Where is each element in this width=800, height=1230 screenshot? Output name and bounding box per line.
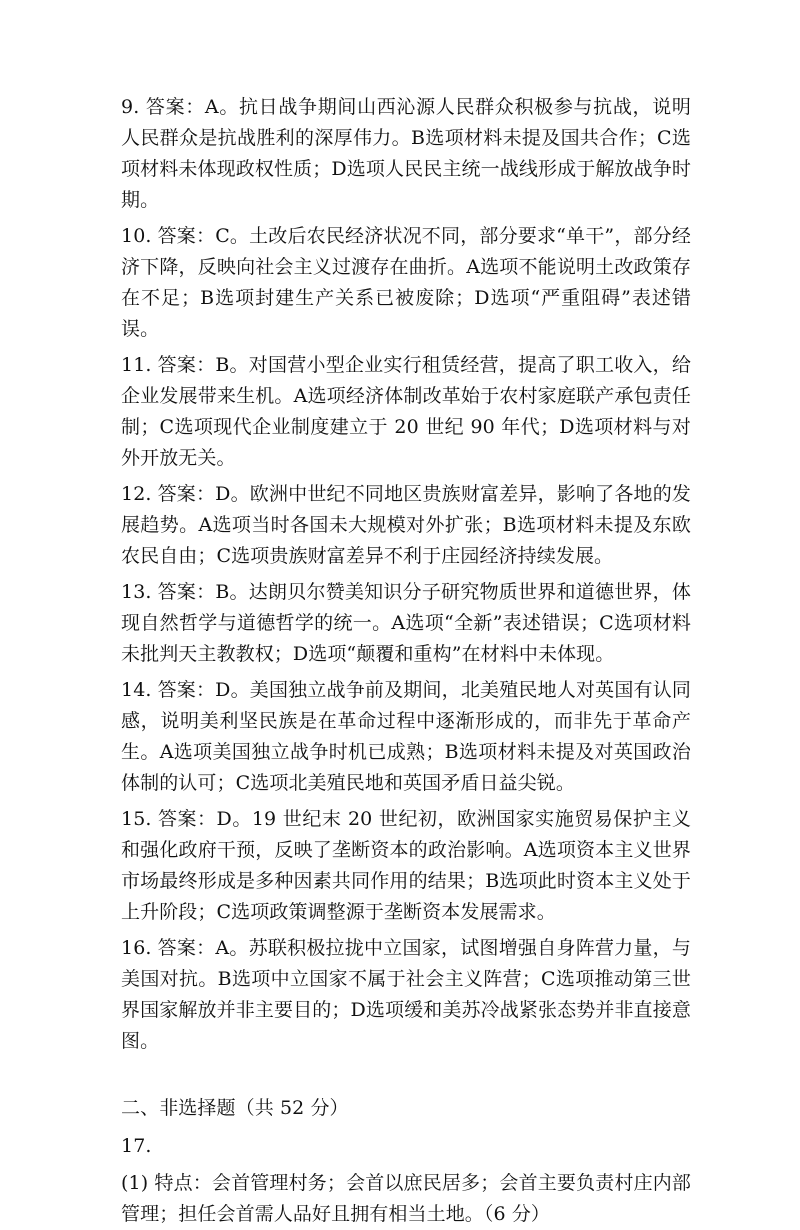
answer-15 [121, 804, 691, 928]
answer-12 [121, 479, 691, 572]
question-17-number: 17. [121, 1135, 152, 1157]
answer-11 [121, 350, 691, 474]
answer-10 [121, 221, 691, 345]
answer-13 [121, 577, 691, 670]
answer-number: 9. [121, 96, 140, 118]
answer-9 [121, 92, 691, 216]
answer-text: 答案：D。19 世纪末 20 世纪初，欧洲国家实施贸易保护主义和强化政府干预，反映了垄断资本的政治影响。A选项资本主义世界市场最终形成是多种因素共同作用的结果；B选项此时资本主义处于上升阶段；C选项政策调整源于垄断资本发展需求。 [121, 808, 691, 923]
answer-text: 答案：B。达朗贝尔赞美知识分子研究物质世界和道德世界，体现自然哲学与道德哲学的统一。A选项“全新”表述错误；C选项材料未批判天主教教权；D选项“颠覆和重构”在材料中未体现。 [121, 581, 691, 665]
answer-14 [121, 675, 691, 799]
answer-number: 12. [121, 483, 152, 505]
answer-text: 答案：A。苏联积极拉拢中立国家，试图增强自身阵营力量，与美国对抗。B选项中立国家不属于社会主义阵营；C选项推动第三世界国家解放并非主要目的；D选项缓和美苏冷战紧张态势并非直接意图。 [121, 937, 691, 1052]
answer-text: 答案：D。美国独立战争前及期间，北美殖民地人对英国有认同感，说明美利坚民族是在革命过程中逐渐形成的，而非先于革命产生。A选项美国独立战争时机已成熟；B选项材料未提及对英国政治体制的认可；C选项北美殖民地和英国矛盾日益尖锐。 [121, 679, 691, 794]
answer-number: 16. [121, 937, 152, 959]
question-17-part-1: (1) 特点：会首管理村务；会首以庶民居多；会首主要负责村庄内部管理；担任会首需人品好且拥有相当土地。（6 分） [121, 1172, 691, 1225]
answer-text: 答案：D。欧洲中世纪不同地区贵族财富差异，影响了各地的发展趋势。A选项当时各国未大规模对外扩张；B选项材料未提及东欧农民自由；C选项贵族财富差异不利于庄园经济持续发展。 [121, 483, 691, 567]
answer-number: 14. [121, 679, 152, 701]
answer-number: 11. [121, 354, 152, 376]
section-title: 二、非选择题（共 52 分） [121, 1097, 349, 1119]
answer-16 [121, 933, 691, 1057]
answer-number: 10. [121, 225, 152, 247]
document-page [121, 92, 691, 1230]
answer-number: 15. [121, 808, 152, 830]
answer-text: 答案：B。对国营小型企业实行租赁经营，提高了职工收入，给企业发展带来生机。A选项经济体制改革始于农村家庭联产承包责任制；C选项现代企业制度建立于 20 世纪 90 年代；D选项材料与对外开放无关。 [121, 354, 691, 469]
answer-text: 答案：A。抗日战争期间山西沁源人民群众积极参与抗战，说明人民群众是抗战胜利的深厚伟力。B选项材料未提及国共合作；C选项材料未体现政权性质；D选项人民民主统一战线形成于解放战争时期。 [121, 96, 691, 211]
answer-number: 13. [121, 581, 152, 603]
answer-text: 答案：C。土改后农民经济状况不同，部分要求“单干”，部分经济下降，反映向社会主义过渡存在曲折。A选项不能说明土改政策存在不足；B选项封建生产关系已被废除；D选项“严重阻碍”表述错误。 [121, 225, 691, 340]
